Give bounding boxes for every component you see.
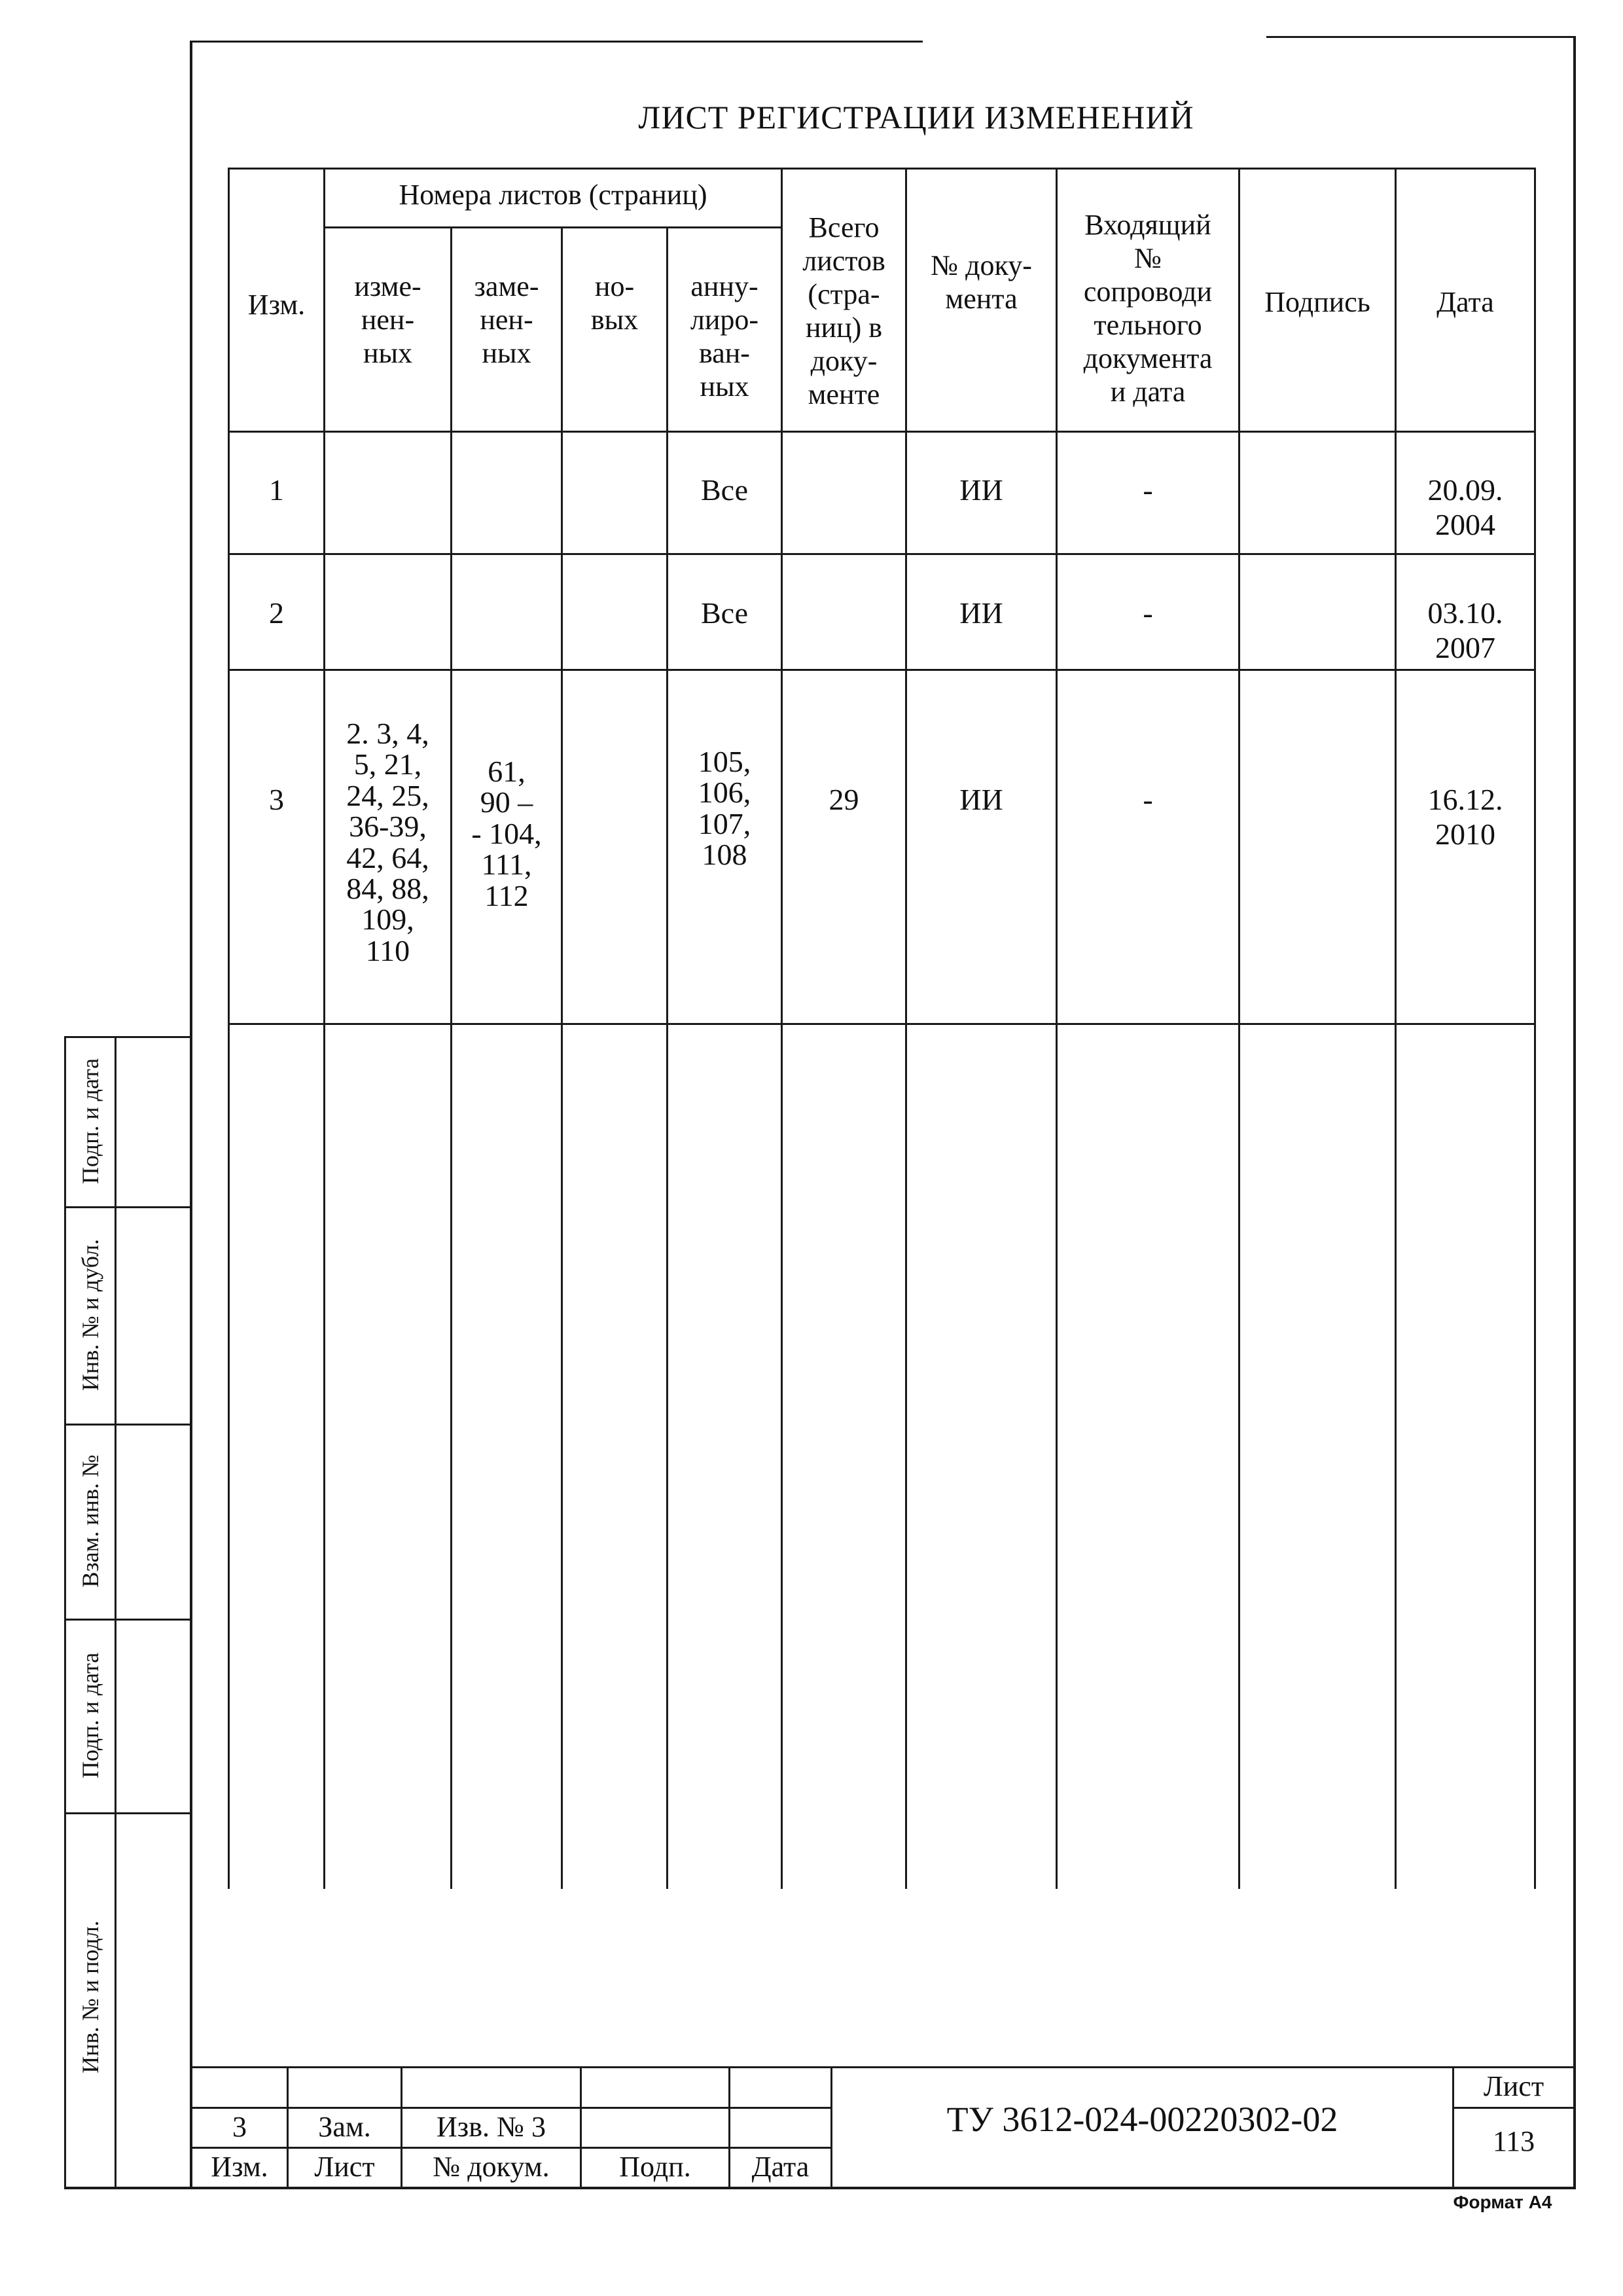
header-total-sheets: Всего листов (стра- ниц) в доку- менте (802, 211, 885, 411)
row2-annulled: Все (700, 596, 749, 630)
table-vline-10 (1534, 168, 1536, 1889)
page-title: ЛИСТ РЕГИСТРАЦИИ ИЗМЕНЕНИЙ (638, 99, 1194, 135)
row2-doc-no: ИИ (959, 596, 1003, 630)
side-label-inv-orig: Инв. № и подл. (77, 1920, 103, 2073)
table-vline-0 (228, 168, 230, 1889)
row3-annulled: 105, 106, 107, 108 (698, 745, 751, 872)
side-label-sign-date-2: Подп. и дата (77, 1652, 103, 1779)
stamp-label-list: Лист (314, 2151, 375, 2183)
header-annulled: анну- лиро- ван- ных (690, 270, 759, 403)
frame-bottom (64, 2187, 1576, 2189)
row1-izm: 1 (269, 473, 284, 507)
header-incoming-document: Входящий № сопроводи тельного документа и дата (1083, 209, 1213, 408)
row3-izm: 3 (269, 783, 284, 816)
table-vline-9 (1395, 168, 1397, 1889)
row3-changed: 2. 3, 4, 5, 21, 24, 25, 36-39, 42, 64, 84, 88, 109, 110 (346, 717, 429, 967)
stamp-sheet-value: Зам. (318, 2111, 371, 2143)
row3-incoming: - (1143, 783, 1153, 816)
header-replaced: заме- нен- ных (474, 270, 539, 370)
header-changed: изме- нен- ных (354, 270, 421, 370)
table-vline-1 (323, 168, 325, 1889)
frame-top-right (1266, 36, 1575, 38)
row2-izm: 2 (269, 596, 284, 630)
table-hline-group (323, 226, 783, 228)
row1-annulled: Все (700, 473, 749, 507)
row3-date: 16.12. 2010 (1427, 783, 1503, 852)
table-hline-row3 (228, 1023, 1536, 1025)
stamp-label-date: Дата (751, 2151, 810, 2183)
table-vline-6 (905, 168, 907, 1889)
row2-date: 03.10. 2007 (1427, 596, 1503, 665)
row1-date: 20.09. 2004 (1427, 473, 1503, 542)
document-designation: ТУ 3612-024-00220302-02 (946, 2100, 1338, 2139)
row3-doc-no: ИИ (959, 783, 1003, 816)
header-sheet-numbers: Номера листов (страниц) (399, 179, 707, 211)
header-document-number: № доку- мента (931, 249, 1032, 315)
header-new: но- вых (590, 270, 639, 336)
table-hline-row2 (228, 669, 1536, 671)
table-hline-row1 (228, 553, 1536, 555)
table-vline-8 (1238, 168, 1240, 1889)
side-label-inv-dupl: Инв. № и дубл. (77, 1238, 103, 1391)
table-hline-top (228, 168, 1536, 170)
table-hline-header (228, 431, 1536, 433)
side-left-line (64, 1036, 66, 2188)
row3-replaced: 61, 90 – - 104, 111, 112 (471, 755, 542, 912)
stamp-sheet-line (1452, 2107, 1575, 2109)
table-vline-3 (561, 226, 563, 1889)
row2-date-clip (1397, 589, 1534, 668)
table-vline-5 (781, 168, 783, 1889)
header-signature: Подпись (1264, 286, 1370, 318)
frame-right (1573, 36, 1576, 2189)
header-date: Дата (1436, 286, 1494, 318)
format-label: Формат А4 (1453, 2192, 1552, 2212)
stamp-top-line (191, 2066, 1575, 2068)
stamp-doc-value: Изв. № 3 (437, 2111, 546, 2143)
header-izm: Изм. (247, 289, 306, 321)
side-label-replace-inv: Взам. инв. № (77, 1454, 103, 1588)
side-label-sign-date-1: Подп. и дата (77, 1058, 103, 1185)
row1-doc-no: ИИ (959, 473, 1003, 507)
row2-incoming: - (1143, 596, 1153, 630)
stamp-label-sign: Подп. (619, 2151, 691, 2183)
stamp-sheet-label: Лист (1483, 2070, 1544, 2102)
frame-top-left (191, 41, 923, 43)
stamp-label-izm: Изм. (211, 2151, 268, 2183)
table-vline-2 (450, 226, 452, 1889)
table-vline-7 (1056, 168, 1058, 1889)
row3-total: 29 (829, 783, 859, 816)
stamp-sheet-number: 113 (1492, 2125, 1535, 2157)
frame-left (190, 41, 192, 2189)
stamp-label-doc: № докум. (433, 2151, 550, 2183)
side-inner-line (115, 1036, 116, 2188)
row1-incoming: - (1143, 473, 1153, 507)
stamp-change-number: 3 (232, 2111, 247, 2143)
